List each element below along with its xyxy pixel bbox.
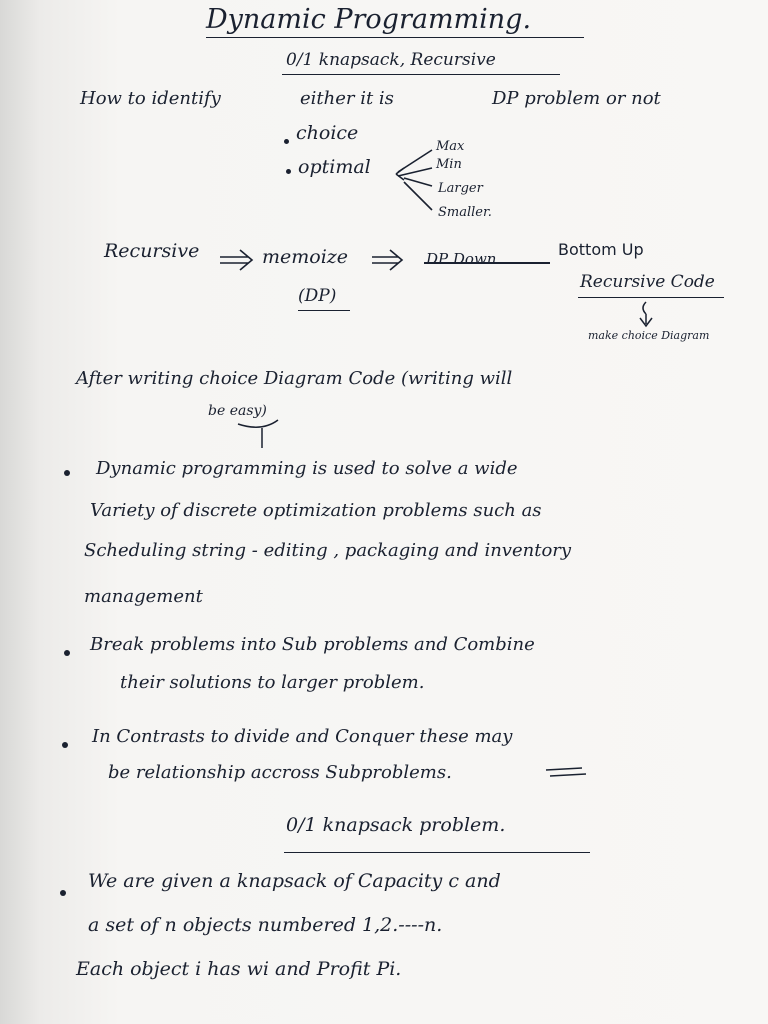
knapsack-line-2: a set of n objects numbered 1,2.----n. bbox=[88, 914, 443, 936]
bullet-3-line-1: In Contrasts to divide and Conquer these may bbox=[92, 726, 513, 747]
bullet-2-line-2: their solutions to larger problem. bbox=[120, 672, 425, 693]
note-line-2: be easy) bbox=[208, 403, 267, 419]
identify-left: How to identify bbox=[80, 88, 221, 109]
identify-right: DP problem or not bbox=[492, 88, 661, 109]
flow-make-choice-diagram: make choice Diagram bbox=[588, 329, 710, 342]
knapsack-line-3: Each object i has wi and Profit Pi. bbox=[76, 958, 402, 980]
flow-recursive: Recursive bbox=[104, 240, 200, 262]
choice-point: choice bbox=[296, 122, 359, 144]
identify-middle: either it is bbox=[300, 88, 394, 109]
section-heading-underline bbox=[284, 852, 590, 853]
section-heading: 0/1 knapsack problem. bbox=[286, 814, 506, 836]
bullet-1-line-4: management bbox=[84, 586, 203, 607]
knapsack-line-1: We are given a knapsack of Capacity c and bbox=[88, 870, 501, 892]
knapsack-bullet-dot bbox=[60, 890, 66, 896]
flow-dp-note: (DP) bbox=[298, 286, 337, 306]
branch-larger: Larger bbox=[438, 181, 483, 196]
bullet-1-line-1: Dynamic programming is used to solve a wide bbox=[96, 458, 518, 479]
bullet-2-line-1: Break problems into Sub problems and Combine bbox=[90, 634, 535, 655]
bullet-1-line-2: Variety of discrete optimization problems such as bbox=[90, 500, 542, 521]
bullet-1-line-3: Scheduling string - editing , packaging and inventory bbox=[84, 540, 572, 561]
branch-min: Min bbox=[436, 157, 462, 172]
flow-struck-text: DP Down bbox=[426, 250, 497, 268]
flow-recursive-code: Recursive Code bbox=[580, 272, 715, 292]
flow-bottom-up: Bottom Up bbox=[558, 240, 644, 259]
optimal-point: optimal bbox=[298, 156, 371, 178]
page-title: Dynamic Programming. bbox=[206, 4, 532, 35]
note-line-1: After writing choice Diagram Code (writing will bbox=[76, 368, 513, 389]
branch-smaller: Smaller. bbox=[438, 205, 492, 220]
bullet-3-line-2: be relationship accross Subproblems. bbox=[108, 762, 452, 783]
branch-max: Max bbox=[436, 139, 465, 154]
page-subtitle: 0/1 knapsack, Recursive bbox=[286, 50, 496, 70]
flow-memoize: memoize bbox=[262, 246, 349, 268]
